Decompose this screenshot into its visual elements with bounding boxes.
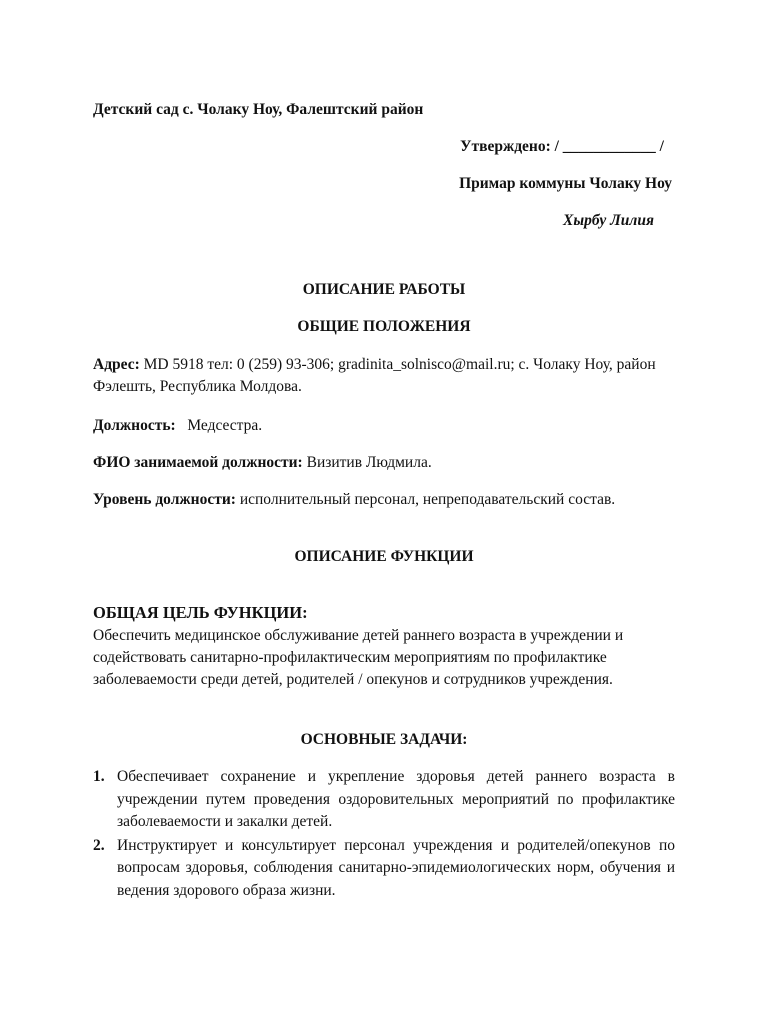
position-paragraph bbox=[93, 415, 675, 437]
level-value: исполнительный персонал, непреподавательский состав. bbox=[235, 491, 616, 508]
level-label: Уровень должности: bbox=[93, 491, 236, 508]
address-paragraph bbox=[93, 354, 675, 398]
mayor-title: Примар коммуны Чолаку Ноу bbox=[459, 175, 672, 192]
goal-heading: ОБЩАЯ ЦЕЛЬ ФУНКЦИИ: bbox=[93, 603, 308, 622]
institution-name: Детский сад с. Чолаку Ноу, Фалештский район bbox=[93, 101, 424, 118]
position-value: Медсестра. bbox=[175, 417, 263, 434]
main-tasks-heading: ОСНОВНЫЕ ЗАДАЧИ: bbox=[300, 731, 468, 748]
holder-paragraph bbox=[93, 452, 675, 474]
holder-value: Визитив Людмила. bbox=[302, 454, 432, 471]
task-item bbox=[93, 835, 675, 903]
task-text: Обеспечивает сохранение и укрепление здоровья детей раннего возраста в учреждении путем проведения оздоровительных мероприятий по профилактике заболеваемости и закалки детей. bbox=[117, 768, 675, 830]
mayor-name: Хырбу Лилия bbox=[563, 212, 654, 229]
position-label: Должность: bbox=[93, 417, 176, 434]
holder-label: ФИО занимаемой должности: bbox=[93, 454, 303, 471]
task-number: 1. bbox=[93, 768, 105, 785]
approval-line: Утверждено: / ____________ / bbox=[460, 138, 664, 155]
function-description-heading: ОПИСАНИЕ ФУНКЦИИ bbox=[294, 548, 474, 565]
document-title: ОПИСАНИЕ РАБОТЫ bbox=[302, 281, 466, 298]
level-paragraph bbox=[93, 489, 675, 511]
task-text: Инструктирует и консультирует персонал учреждения и родителей/опекунов по вопросам здоровья, соблюдения санитарно-эпидемиологических норм, обучения и ведения здорового образа жизни. bbox=[117, 836, 675, 899]
address-label: Адрес: bbox=[93, 356, 140, 373]
goal-text: Обеспечить медицинское обслуживание детей раннего возраста в учреждении и содействовать санитарно-профилактическим мероприятиям по профилактике заболеваемости среди детей, родителей / опекунов и сотрудников учреждения. bbox=[93, 627, 624, 688]
tasks-list bbox=[93, 766, 675, 903]
address-value: MD 5918 тел: 0 (259) 93-306; gradinita_solnisco@mail.ru; с. Чолаку Ноу, район Фэлешть, Республика Молдова. bbox=[93, 356, 656, 395]
general-provisions-heading: ОБЩИЕ ПОЛОЖЕНИЯ bbox=[297, 318, 471, 335]
task-item bbox=[93, 766, 675, 834]
task-number: 2. bbox=[93, 836, 105, 854]
